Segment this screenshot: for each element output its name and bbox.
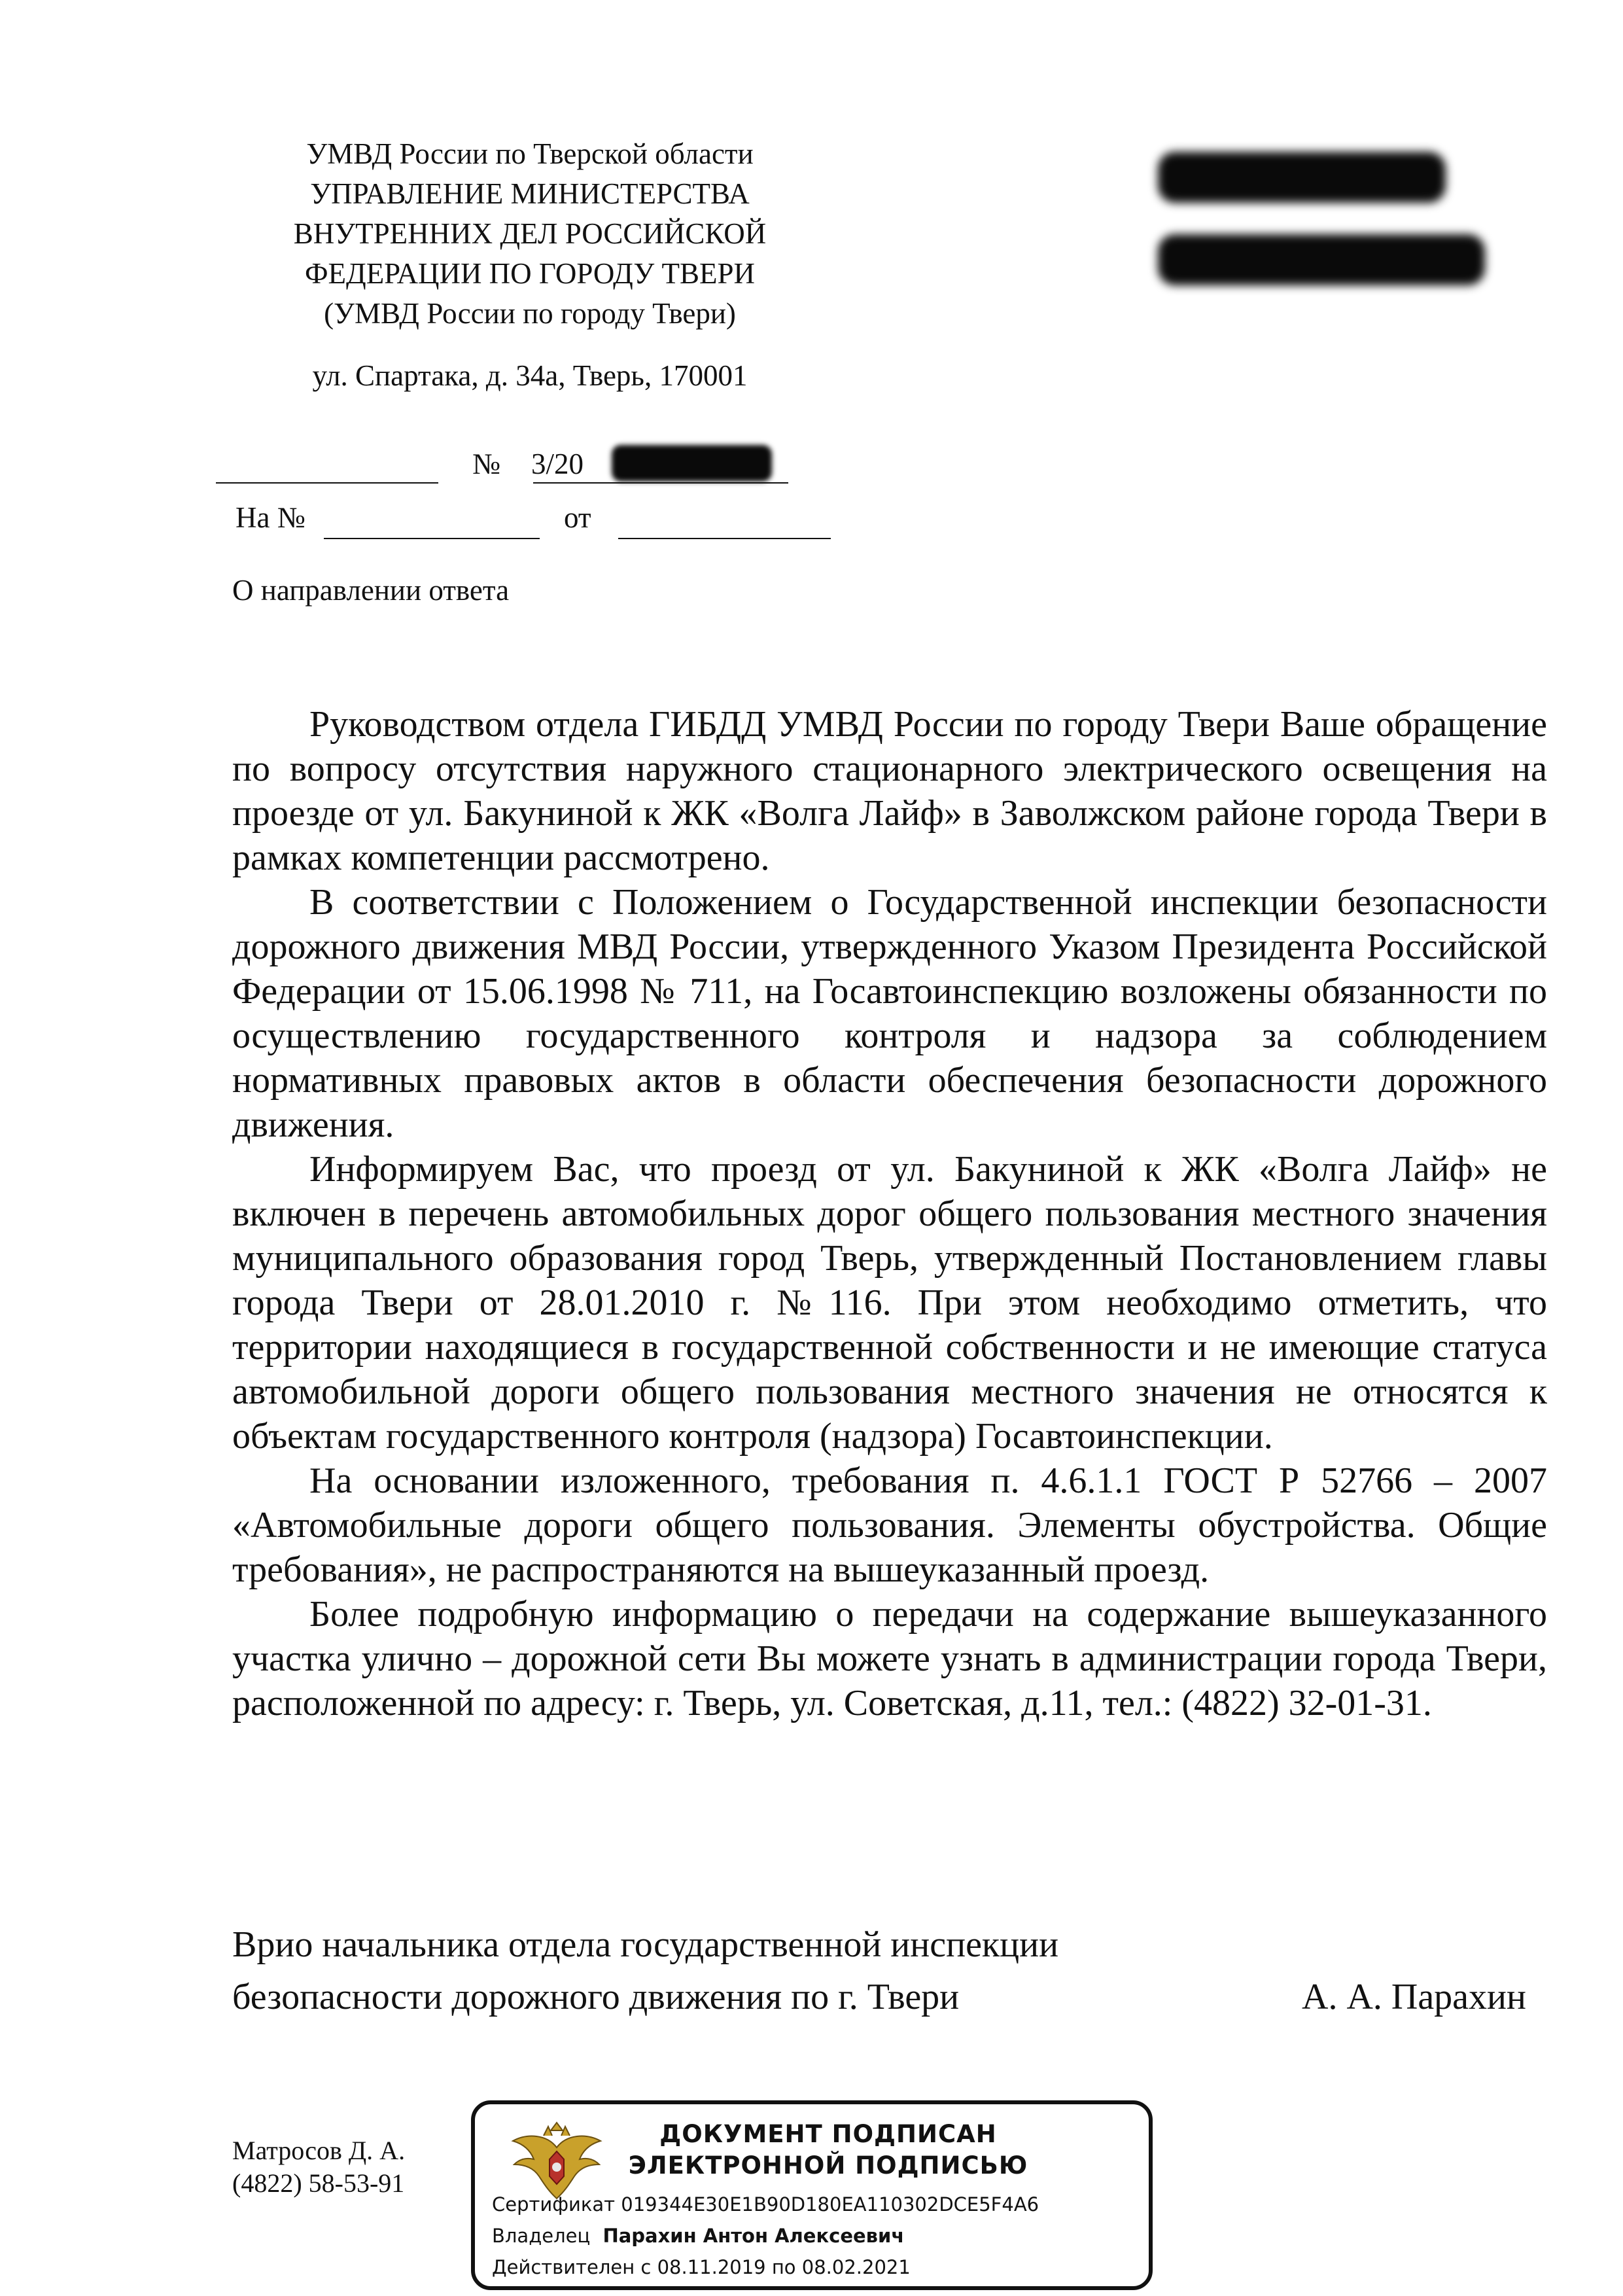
issuer-line-4: ФЕДЕРАЦИИ ПО ГОРОДУ ТВЕРИ bbox=[304, 257, 756, 290]
redacted-addressee-line-2 bbox=[1158, 234, 1485, 285]
body-paragraph-5: Более подробную информацию о передачи на содержание вышеуказанного участка улично – дорожной сети Вы можете узнать в администрации города Твери, расположенной по адресу: г. Тверь, ул. Советская, д.11, тел.: (4822) 32-01-31. bbox=[232, 1594, 1547, 1723]
redacted-registration-number bbox=[612, 445, 772, 482]
executor-name: Матросов Д. А. bbox=[232, 2136, 406, 2165]
letter-body bbox=[232, 702, 1547, 1725]
signer-name: А. А. Парахин bbox=[1302, 1977, 1526, 2017]
stamp-owner-label: Владелец bbox=[492, 2225, 591, 2247]
issuer-line-2: УПРАВЛЕНИЕ МИНИСТЕРСТВА bbox=[310, 177, 750, 210]
body-paragraph-1: Руководством отдела ГИБДД УМВД России по городу Твери Ваше обращение по вопросу отсутствия наружного стационарного электрического освещения на проезде от ул. Бакуниной к ЖК «Волга Лайф» в Заволжском районе города Твери в рамках компетенции рассмотрено. bbox=[232, 704, 1547, 878]
stamp-validity: Действителен с 08.11.2019 по 08.02.2021 bbox=[492, 2256, 911, 2278]
issuer-address: ул. Спартака, д. 34а, Тверь, 170001 bbox=[312, 359, 748, 392]
stamp-owner-value: Парахин Антон Алексеевич bbox=[602, 2225, 905, 2247]
stamp-certificate-label: Сертификат bbox=[492, 2193, 616, 2216]
from-label: от bbox=[564, 501, 591, 534]
from-underline bbox=[618, 538, 831, 539]
issuer-line-5: (УМВД России по городу Твери) bbox=[324, 297, 736, 330]
date-underline bbox=[216, 482, 438, 484]
reference-underline bbox=[324, 538, 540, 539]
issuer-line-1: УМВД России по Тверской области bbox=[306, 137, 754, 170]
issuer-line-3: ВНУТРЕННИХ ДЕЛ РОССИЙСКОЙ bbox=[293, 217, 767, 250]
stamp-certificate bbox=[492, 2193, 1039, 2216]
reference-label: На № bbox=[236, 501, 305, 534]
issuer-header bbox=[190, 134, 870, 396]
letter-subject: О направлении ответа bbox=[232, 574, 510, 607]
redacted-addressee-line-1 bbox=[1158, 152, 1446, 203]
signer-position-line-2: безопасности дорожного движения по г. Твери bbox=[232, 1977, 960, 2017]
registration-number: 3/20 bbox=[531, 448, 584, 480]
stamp-title-line-1: ДОКУМЕНТ ПОДПИСАН bbox=[659, 2120, 997, 2148]
executor-info bbox=[232, 2134, 405, 2200]
signer-position-line-1: Врио начальника отдела государственной инспекции bbox=[232, 1924, 1059, 1965]
stamp-certificate-value: 019344E30E1B90D180EA110302DCE5F4A6 bbox=[621, 2193, 1039, 2216]
stamp-title-line-2: ЭЛЕКТРОННОЙ ПОДПИСЬЮ bbox=[628, 2151, 1028, 2180]
executor-phone: (4822) 58-53-91 bbox=[232, 2168, 405, 2198]
electronic-signature-stamp bbox=[471, 2100, 1153, 2290]
stamp-owner bbox=[492, 2225, 904, 2247]
number-sign: № bbox=[472, 448, 500, 480]
body-paragraph-2: В соответствии с Положением о Государственной инспекции безопасности дорожного движения МВД России, утвержденного Указом Президента Российской Федерации от 15.06.1998 № 711, на Госавтоинспекцию возложены обязанности по осуществлению государственного контроля и надзора за соблюдением нормативных правовых актов в области обеспечения безопасности дорожного движения. bbox=[232, 882, 1547, 1145]
body-paragraph-4: На основании изложенного, требования п. 4.6.1.1 ГОСТ Р 52766 – 2007 «Автомобильные дороги общего пользования. Элементы обустройства. Общие требования», не распространяются на вышеуказанный проезд. bbox=[232, 1460, 1547, 1590]
body-paragraph-3: Информируем Вас, что проезд от ул. Бакуниной к ЖК «Волга Лайф» не включен в перечень автомобильных дорог общего пользования местного значения муниципального образования город Тверь, утвержденный Постановлением главы города Твери от 28.01.2010 г. №116. При этом необходимо отметить, что территории находящиеся в государственной собственности и не имеющие статуса автомобильной дороги общего пользования местного значения не относятся к объектам государственного контроля (надзора) Госавтоинспекции. bbox=[232, 1149, 1547, 1457]
number-underline bbox=[533, 482, 788, 484]
stamp-title bbox=[599, 2119, 1057, 2181]
